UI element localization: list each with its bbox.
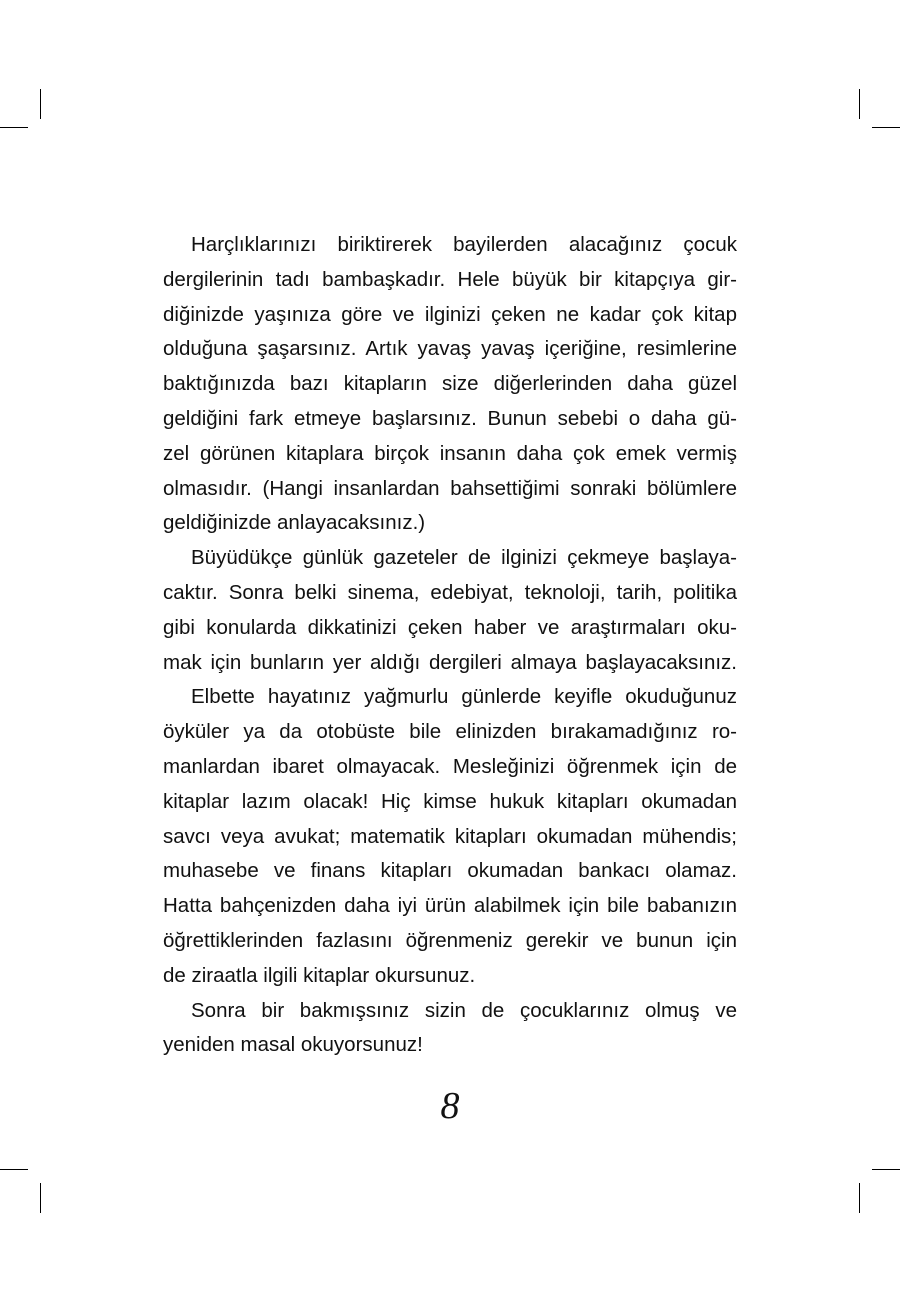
text-line: muhasebe ve finans kitapları okumadan bankacı olamaz. — [163, 859, 737, 883]
crop-mark-top-left-v — [40, 89, 41, 119]
paragraph-4 — [163, 994, 737, 1064]
text-line: Büyüdükçe günlük gazeteler de ilginizi çekmeye başlaya- — [191, 546, 737, 570]
text-line: Elbette hayatınız yağmurlu günlerde keyifle okuduğunuz — [191, 685, 737, 709]
text-line: öğrettiklerinden fazlasını öğrenmeniz gerekir ve bunun için — [163, 928, 737, 952]
text-line: diğinizde yaşınıza göre ve ilginizi çeken ne kadar çok kitap — [163, 302, 737, 326]
paragraph-2 — [163, 541, 737, 680]
text-line: baktığınızda bazı kitapların size diğerlerinden daha güzel — [163, 372, 737, 396]
body-text — [163, 228, 737, 1063]
text-line: manlardan ibaret olmayacak. Mesleğinizi öğrenmek için de — [163, 754, 737, 778]
text-line: olmasıdır. (Hangi insanlardan bahsettiğimi sonraki bölümlere — [163, 476, 737, 500]
text-line: dergilerinin tadı bambaşkadır. Hele büyük bir kitapçıya gir- — [163, 267, 737, 291]
text-line: caktır. Sonra belki sinema, edebiyat, teknoloji, tarih, politika — [163, 580, 737, 604]
crop-mark-bottom-right-h — [872, 1169, 900, 1170]
crop-mark-top-right-v — [859, 89, 860, 119]
text-line: geldiğinizde anlayacaksınız.) — [163, 511, 426, 535]
text-line: Sonra bir bakmışsınız sizin de çocuklarınız olmuş ve — [191, 998, 737, 1022]
page-number: 8 — [440, 1085, 460, 1127]
text-line: geldiğini fark etmeye başlarsınız. Bunun sebebi o daha gü- — [163, 406, 737, 430]
crop-mark-bottom-left-v — [40, 1183, 41, 1213]
crop-mark-top-left-h — [0, 127, 28, 128]
paragraph-3 — [163, 680, 737, 993]
crop-mark-top-right-h — [872, 127, 900, 128]
paragraph-1 — [163, 228, 737, 541]
text-line: kitaplar lazım olacak! Hiç kimse hukuk kitapları okumadan — [163, 789, 737, 813]
text-line: mak için bunların yer aldığı dergileri almaya başlayacaksınız. — [163, 650, 737, 674]
crop-mark-bottom-right-v — [859, 1183, 860, 1213]
text-line: öyküler ya da otobüste bile elinizden bırakamadığınız ro- — [163, 720, 737, 744]
text-line: de ziraatla ilgili kitaplar okursunuz. — [163, 963, 476, 987]
text-line: Harçlıklarınızı biriktirerek bayilerden alacağınız çocuk — [191, 233, 737, 256]
text-line: olduğuna şaşarsınız. Artık yavaş yavaş içeriğine, resimlerine — [163, 337, 737, 361]
text-line: zel görünen kitaplara birçok insanın daha çok emek vermiş — [163, 441, 737, 465]
text-line: gibi konularda dikkatinizi çeken haber ve araştırmaları oku- — [163, 615, 737, 639]
text-line: savcı veya avukat; matematik kitapları okumadan mühendis; — [163, 824, 737, 848]
crop-mark-bottom-left-h — [0, 1169, 28, 1170]
text-line: yeniden masal okuyorsunuz! — [163, 1033, 423, 1057]
text-line: Hatta bahçenizden daha iyi ürün alabilmek için bile babanızın — [163, 894, 737, 918]
